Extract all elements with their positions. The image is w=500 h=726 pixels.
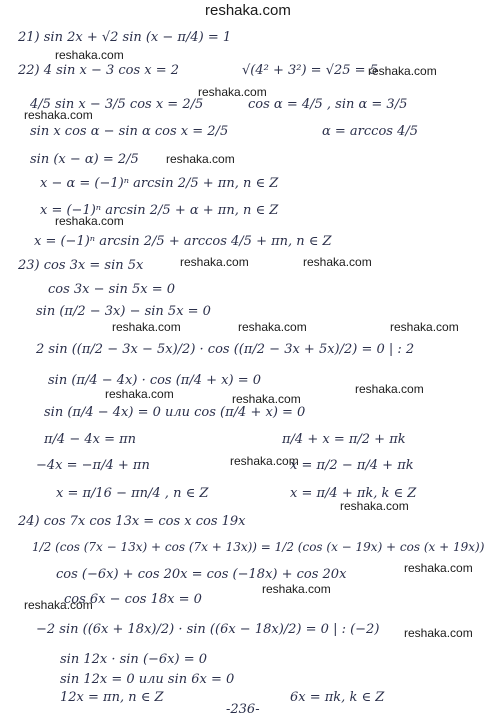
problem-22-norm: √(4² + 3²) = √25 = 5 bbox=[242, 63, 378, 78]
problem-23-step-3: 2 sin ((π/2 − 3x − 5x)/2) · cos ((π/2 − 3x + 5x)/2) = 0 | : 2 bbox=[36, 342, 415, 357]
problem-23-answer-2: x = π/4 + πk, k ∈ Z bbox=[290, 486, 417, 501]
watermark: reshaka.com bbox=[404, 561, 473, 575]
problem-23-case-2-step-2: x = π/2 − π/4 + πk bbox=[290, 458, 414, 473]
problem-24-step-2: cos (−6x) + cos 20x = cos (−18x) + cos 20x bbox=[56, 567, 347, 582]
watermark: reshaka.com bbox=[230, 454, 299, 468]
problem-24-answer-2: 6x = πk, k ∈ Z bbox=[290, 690, 385, 705]
watermark: reshaka.com bbox=[105, 387, 174, 401]
problem-23-case-1-step-1: π/4 − 4x = πn bbox=[44, 432, 137, 447]
watermark: reshaka.com bbox=[262, 582, 331, 596]
watermark: reshaka.com bbox=[24, 108, 93, 122]
problem-22-alpha-value: α = arccos 4/5 bbox=[322, 124, 419, 139]
problem-21-equation: 21) sin 2x + √2 sin (x − π/4) = 1 bbox=[18, 30, 232, 45]
problem-23-step-4: sin (π/4 − 4x) · cos (π/4 + x) = 0 bbox=[48, 373, 261, 388]
watermark: reshaka.com bbox=[238, 320, 307, 334]
problem-24-step-4: −2 sin ((6x + 18x)/2) · sin ((6x − 18x)/2) = 0 | : (−2) bbox=[36, 622, 380, 637]
watermark: reshaka.com bbox=[390, 320, 459, 334]
watermark: reshaka.com bbox=[368, 64, 437, 78]
watermark: reshaka.com bbox=[303, 255, 372, 269]
problem-22-step-4: x − α = (−1)ⁿ arcsin 2/5 + πn, n ∈ Z bbox=[40, 176, 279, 191]
watermark: reshaka.com bbox=[232, 392, 301, 406]
watermark: reshaka.com bbox=[112, 320, 181, 334]
problem-23-equation: 23) cos 3x = sin 5x bbox=[18, 258, 144, 273]
watermark: reshaka.com bbox=[340, 499, 409, 513]
problem-23-case-2-step-1: π/4 + x = π/2 + πk bbox=[282, 432, 406, 447]
problem-22-step-3: sin (x − α) = 2/5 bbox=[30, 152, 139, 167]
problem-24-step-5: sin 12x · sin (−6x) = 0 bbox=[60, 652, 208, 667]
problem-24-step-1: 1/2 (cos (7x − 13x) + cos (7x + 13x)) = 1/2 (cos (x − 19x) + cos (x + 19x)) bbox=[32, 540, 485, 554]
watermark: reshaka.com bbox=[55, 214, 124, 228]
watermark: reshaka.com bbox=[24, 598, 93, 612]
problem-24-cases: sin 12x = 0 или sin 6x = 0 bbox=[60, 672, 235, 687]
problem-23-step-1: cos 3x − sin 5x = 0 bbox=[48, 282, 176, 297]
problem-23-case-1-step-2: −4x = −π/4 + πn bbox=[36, 458, 150, 473]
watermark: reshaka.com bbox=[355, 382, 424, 396]
site-header: reshaka.com bbox=[205, 2, 291, 19]
problem-24-answer-1: 12x = πn, n ∈ Z bbox=[60, 690, 164, 705]
watermark: reshaka.com bbox=[404, 626, 473, 640]
problem-22-alpha-def: cos α = 4/5 , sin α = 3/5 bbox=[248, 97, 408, 112]
problem-22-equation: 22) 4 sin x − 3 cos x = 2 bbox=[18, 63, 180, 78]
problem-23-answer-1: x = π/16 − πn/4 , n ∈ Z bbox=[56, 486, 209, 501]
watermark: reshaka.com bbox=[166, 152, 235, 166]
problem-22-step-2: sin x cos α − sin α cos x = 2/5 bbox=[30, 124, 229, 139]
page-number: -236- bbox=[226, 702, 260, 717]
problem-22-step-1: 4/5 sin x − 3/5 cos x = 2/5 bbox=[30, 97, 204, 112]
problem-24-equation: 24) cos 7x cos 13x = cos x cos 19x bbox=[18, 514, 246, 529]
watermark: reshaka.com bbox=[55, 48, 124, 62]
problem-22-step-5: x = (−1)ⁿ arcsin 2/5 + α + πn, n ∈ Z bbox=[40, 203, 279, 218]
problem-23-cases: sin (π/4 − 4x) = 0 или cos (π/4 + x) = 0 bbox=[44, 405, 306, 420]
problem-24-step-3: cos 6x − cos 18x = 0 bbox=[64, 592, 202, 607]
watermark: reshaka.com bbox=[198, 85, 267, 99]
problem-23-step-2: sin (π/2 − 3x) − sin 5x = 0 bbox=[36, 304, 211, 319]
problem-22-answer: x = (−1)ⁿ arcsin 2/5 + arccos 4/5 + πn, n ∈ Z bbox=[34, 234, 332, 249]
watermark: reshaka.com bbox=[180, 255, 249, 269]
